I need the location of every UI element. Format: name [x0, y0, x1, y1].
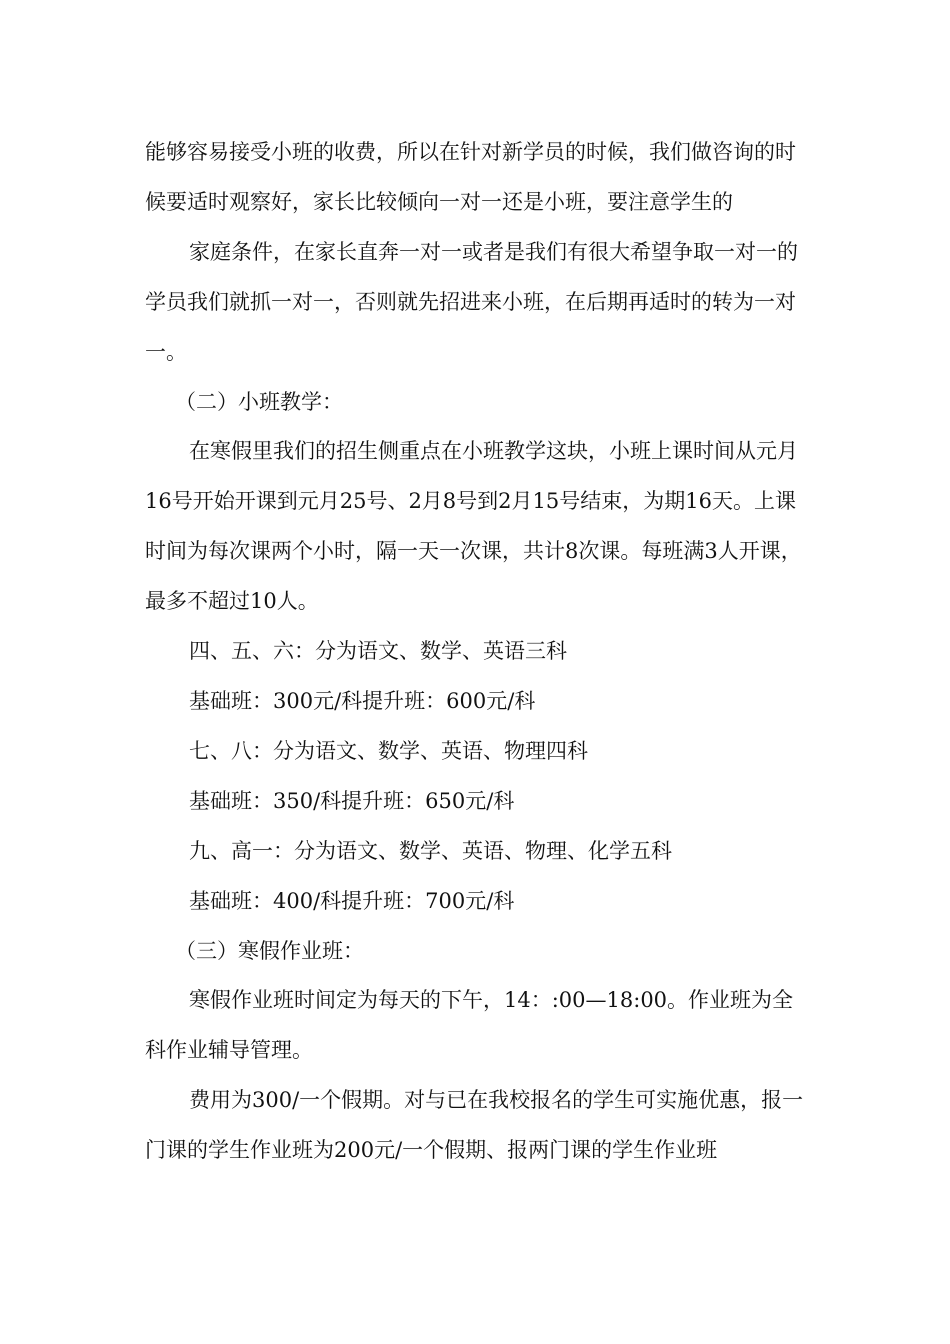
- paragraph-intro: 能够容易接受小班的收费，所以在针对新学员的时候，我们做咨询的时候要适时观察好，家长比较倾向一对一还是小班，要注意学生的: [145, 140, 796, 214]
- document-body: [145, 128, 807, 1176]
- paragraph-family-conditions: 家庭条件，在家长直奔一对一或者是我们有很大希望争取一对一的学员我们就抓一对一，否则就先招进来小班，在后期再适时的转为一对一。: [145, 239, 798, 364]
- paragraph-grades-4-6-fees: 基础班：300元/科提升班：600元/科: [189, 688, 536, 713]
- paragraph-small-class-schedule: 在寒假里我们的招生侧重点在小班教学这块，小班上课时间从元月16号开始开课到元月25号、2月8号到2月15号结束，为期16天。上课时间为每次课两个小时，隔一天一次课，共计8次课。每班满3人开课，最多不超过10人。: [145, 439, 802, 614]
- paragraph-grade-9-senior1-subjects: 九、高一：分为语文、数学、英语、物理、化学五科: [189, 838, 672, 863]
- paragraph-homework-class-time: 寒假作业班时间定为每天的下午，14：:00—18:00。作业班为全科作业辅导管理。: [145, 988, 794, 1063]
- paragraph-grade-9-senior1-fees: 基础班：400/科提升班：700元/科: [189, 888, 515, 913]
- paragraph-grades-7-8-fees: 基础班：350/科提升班：650元/科: [189, 788, 515, 813]
- paragraph-homework-class-fees: 费用为300/一个假期。对与已在我校报名的学生可实施优惠，报一门课的学生作业班为200元/一个假期、报两门课的学生作业班: [145, 1088, 804, 1163]
- paragraph-grades-7-8-subjects: 七、八：分为语文、数学、英语、物理四科: [189, 738, 588, 763]
- section-heading-small-class: （二）小班教学：: [175, 389, 343, 414]
- section-heading-homework-class: （三）寒假作业班：: [175, 938, 364, 963]
- paragraph-grades-4-6-subjects: 四、五、六：分为语文、数学、英语三科: [189, 639, 567, 664]
